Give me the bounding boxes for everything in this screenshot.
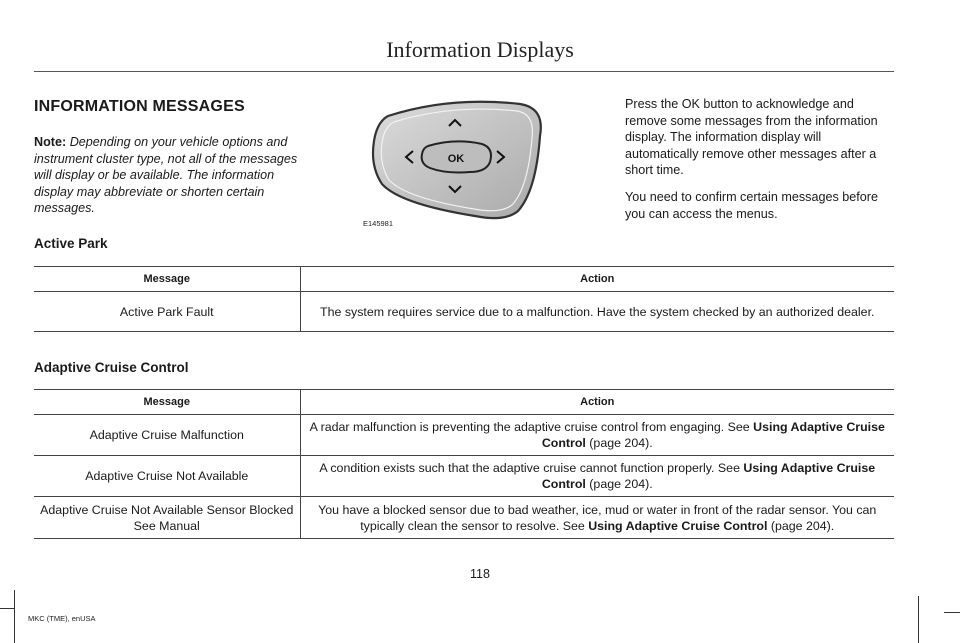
table-row: [34, 415, 894, 456]
header-divider: [34, 71, 894, 72]
crop-mark: [944, 612, 960, 613]
page-reference: (page 204).: [585, 436, 653, 450]
column-header-action: Action: [300, 390, 894, 415]
column-header-action: Action: [300, 267, 894, 292]
table-row: [34, 456, 894, 497]
action-cell: The system requires service due to a malfunction. Have the system checked by an authorized dealer.: [300, 292, 894, 332]
action-cell: [300, 415, 894, 456]
right-paragraph-2: You need to confirm certain messages before you can access the menus.: [625, 189, 878, 221]
action-text: You have a blocked sensor due to bad weather, ice, mud or water in front of the radar sensor. You can typically clean the sensor to resolve. See: [318, 502, 877, 533]
message-cell: Adaptive Cruise Malfunction: [34, 415, 300, 456]
crop-mark: [0, 608, 14, 609]
cross-reference-link[interactable]: Using Adaptive Cruise Control: [588, 518, 768, 533]
table-header-row: [34, 390, 894, 415]
crop-mark: [918, 596, 919, 643]
table-row: [34, 292, 894, 332]
active-park-heading: Active Park: [34, 236, 108, 251]
page-reference: (page 204).: [767, 518, 835, 533]
steering-button-illustration: [360, 96, 550, 226]
footer-line: MKC (TME), enUSA: [28, 614, 96, 623]
action-text: A radar malfunction is preventing the adaptive cruise control from engaging. See: [309, 420, 754, 434]
action-text: A condition exists such that the adaptive cruise cannot function properly. See: [319, 461, 744, 475]
figure-id: E145981: [363, 219, 394, 228]
message-cell: Active Park Fault: [34, 292, 300, 332]
acc-table: [34, 389, 894, 539]
right-column-text: [625, 96, 897, 232]
ok-button: [422, 141, 491, 172]
table-header-row: [34, 267, 894, 292]
ok-button-label: OK: [447, 153, 465, 165]
note-label: Note:: [34, 135, 67, 149]
column-header-message: Message: [34, 390, 300, 415]
action-cell: [300, 497, 894, 539]
action-cell: [300, 456, 894, 497]
column-header-message: Message: [34, 267, 300, 292]
cross-reference-link[interactable]: Using Adaptive Cruise Control: [541, 420, 885, 450]
right-paragraph-1: Press the OK button to acknowledge and remove some messages from the information display. The information display will automatically remove other messages after a short time.: [625, 97, 878, 178]
note-text: Depending on your vehicle options and instrument cluster type, not all of the messages will display or be available. The information display may abbreviate or shorten certain messages.: [34, 135, 298, 216]
crop-mark: [14, 590, 15, 643]
message-cell: Adaptive Cruise Not Available: [34, 456, 300, 497]
cross-reference-link[interactable]: Using Adaptive Cruise Control: [541, 461, 876, 491]
page-header-title: Information Displays: [386, 37, 574, 62]
table-row: [34, 497, 894, 539]
note-paragraph: [34, 134, 309, 217]
acc-heading: Adaptive Cruise Control: [34, 360, 189, 375]
page-reference: (page 204).: [585, 477, 653, 491]
section-heading: INFORMATION MESSAGES: [34, 98, 245, 115]
message-cell: Adaptive Cruise Not Available Sensor Blocked See Manual: [34, 497, 300, 539]
active-park-table: [34, 266, 894, 332]
footer-text: [28, 614, 96, 624]
page-number: 118: [470, 567, 490, 581]
